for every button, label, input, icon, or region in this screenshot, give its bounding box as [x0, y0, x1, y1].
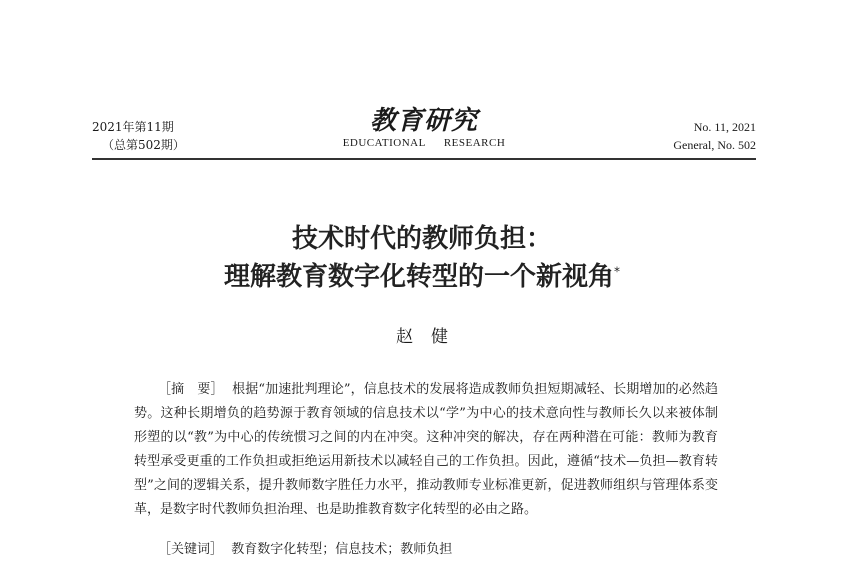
article-title-line2 — [0, 256, 844, 293]
journal-name-en — [324, 136, 524, 150]
keywords-label: ［关键词］ — [158, 542, 224, 557]
issue-label: 2021年第11期 — [92, 120, 174, 134]
article-title-line2-text: 理解教育数字化转型的一个新视角 — [223, 262, 614, 292]
author-name: 赵健 — [396, 327, 466, 347]
abstract — [134, 378, 718, 522]
abstract-text: 根据“加速批判理论”，信息技术的发展将造成教师负担短期减轻、长期增加的必然趋势。这种长期增负的趋势源于教育领域的信息技术以“学”为中心的技术意向性与教师长久以来被体制形塑的以“教”为中心的传统惯习之间的内在冲突。这种冲突的解决，存在两种潜在可能：教师为教育转型承受更重的工作负担或拒绝运用新技术以减轻自己的工作负担。因此，遵循“技术—负担—教育转型”之间的逻辑关系，提升教师数字胜任力水平，推动教师专业标准更新，促进教师组织与管理体系变革，是数字时代教师负担治理、也是助推教育数字化转型的必由之路。 — [134, 382, 718, 517]
journal-name-en-2: RESEARCH — [443, 137, 506, 149]
keywords-text: 教育数字化转型；信息技术；教师负担 — [231, 542, 453, 557]
journal-name-cn: 教育研究 — [369, 106, 478, 136]
general-number: General, No. 502 — [673, 138, 756, 152]
journal-logo — [324, 106, 524, 150]
keywords — [158, 540, 452, 560]
journal-name-en-1: EDUCATIONAL — [342, 137, 426, 149]
issue-info — [92, 118, 185, 154]
volume-info — [673, 118, 756, 154]
journal-header — [92, 106, 756, 160]
issue-number: No. 11, 2021 — [693, 120, 756, 134]
abstract-label: ［摘 要］ — [158, 382, 224, 397]
total-issue-label: （总第502期） — [102, 138, 185, 152]
article-title-line1: 技术时代的教师负担： — [291, 224, 552, 254]
title-footnote-mark: * — [614, 264, 620, 279]
